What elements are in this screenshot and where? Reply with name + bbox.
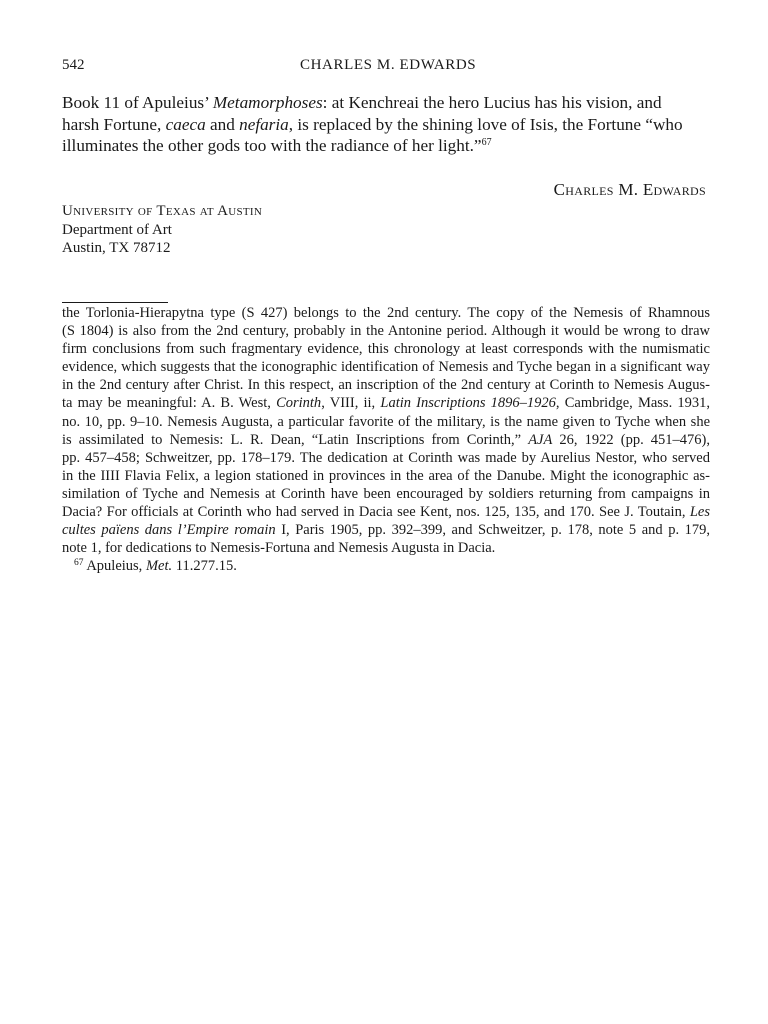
footnote-line: no. 10, pp. 9–10. Nemesis Augusta, a particular favorite of the military, is the name given to Tyche when she bbox=[62, 413, 710, 430]
footnote-line: Dacia? For officials at Corinth who had served in Dacia see Kent, nos. 125, 135, and 170. See J. Toutain, Les bbox=[62, 504, 710, 521]
footnote-number: 67 bbox=[74, 558, 84, 569]
footnote-line: evidence, which suggests that the iconographic identification of Nemesis and Tyche began in a significant way bbox=[62, 359, 710, 376]
address-city: Austin, TX 78712 bbox=[62, 240, 171, 256]
footnote-line: cultes païens dans l’Empire romain I, Paris 1905, pp. 392–399, and Schweitzer, p. 178, note 5 and p. 179, bbox=[62, 522, 710, 539]
title-italic: Metamorphoses bbox=[212, 93, 323, 112]
footnote-line: (S 1804) is also from the 2nd century, probably in the Antonine period. Although it would be wrong to draw bbox=[62, 323, 710, 340]
address-university: University of Texas at Austin bbox=[62, 203, 263, 219]
body-paragraph bbox=[62, 92, 710, 157]
footnote-ref-67[interactable]: 67 bbox=[481, 137, 492, 148]
running-head: CHARLES M. EDWARDS bbox=[300, 57, 477, 73]
author-address bbox=[62, 202, 262, 258]
footnote-divider bbox=[62, 302, 168, 303]
footnote-line: is assimilated to Nemesis: L. R. Dean, “Latin Inscriptions from Corinth,” AJA 26, 1922 (pp. 451–476), bbox=[62, 431, 710, 448]
body-line: illuminates the other gods too with the radiance of her light.”$^{67}$ bbox=[62, 136, 492, 155]
footnote-67: $^{67}$ Apuleius, Met. 11.277.15. bbox=[74, 558, 237, 575]
address-department: Department of Art bbox=[62, 221, 172, 238]
footnote-line: similation of Tyche and Nemesis at Corinth have been encouraged by soldiers returning from campaigns in bbox=[62, 485, 710, 502]
body-line: Book 11 of Apuleius’ Metamorphoses: at Kenchreai the hero Lucius has his vision, and bbox=[62, 93, 662, 112]
footnotes bbox=[62, 304, 710, 575]
body-line: harsh Fortune, caeca and nefaria, is replaced by the shining love of Isis, the Fortune “who bbox=[62, 114, 683, 134]
footnote-line: note 1, for dedications to Nemesis-Fortuna and Nemesis Augusta in Dacia. bbox=[62, 540, 496, 557]
footnote-line: in the IIII Flavia Felix, a legion stationed in provinces in the area of the Danube. Might the iconographic as- bbox=[62, 467, 710, 484]
page-number: 542 bbox=[62, 57, 85, 73]
author-signature: Charles M. Edwards bbox=[553, 180, 706, 199]
footnote-line: the Torlonia-Hierapytna type (S 427) belongs to the 2nd century. The copy of the Nemesis of Rhamnous bbox=[62, 305, 710, 321]
footnote-line: in the 2nd century after Christ. In this respect, an inscription of the 2nd century at Corinth to Nemesis Augus- bbox=[62, 377, 710, 394]
footnote-line: pp. 457–458; Schweitzer, pp. 178–179. The dedication at Corinth was made by Aurelius Nestor, who served bbox=[62, 449, 710, 466]
footnote-line: firm conclusions from such fragmentary evidence, this chronology at least corresponds with the numismatic bbox=[62, 341, 710, 358]
footnote-line: ta may be meaningful: A. B. West, Corinth, VIII, ii, Latin Inscriptions 1896–1926, Cambridge, Mass. 1931, bbox=[62, 395, 710, 412]
